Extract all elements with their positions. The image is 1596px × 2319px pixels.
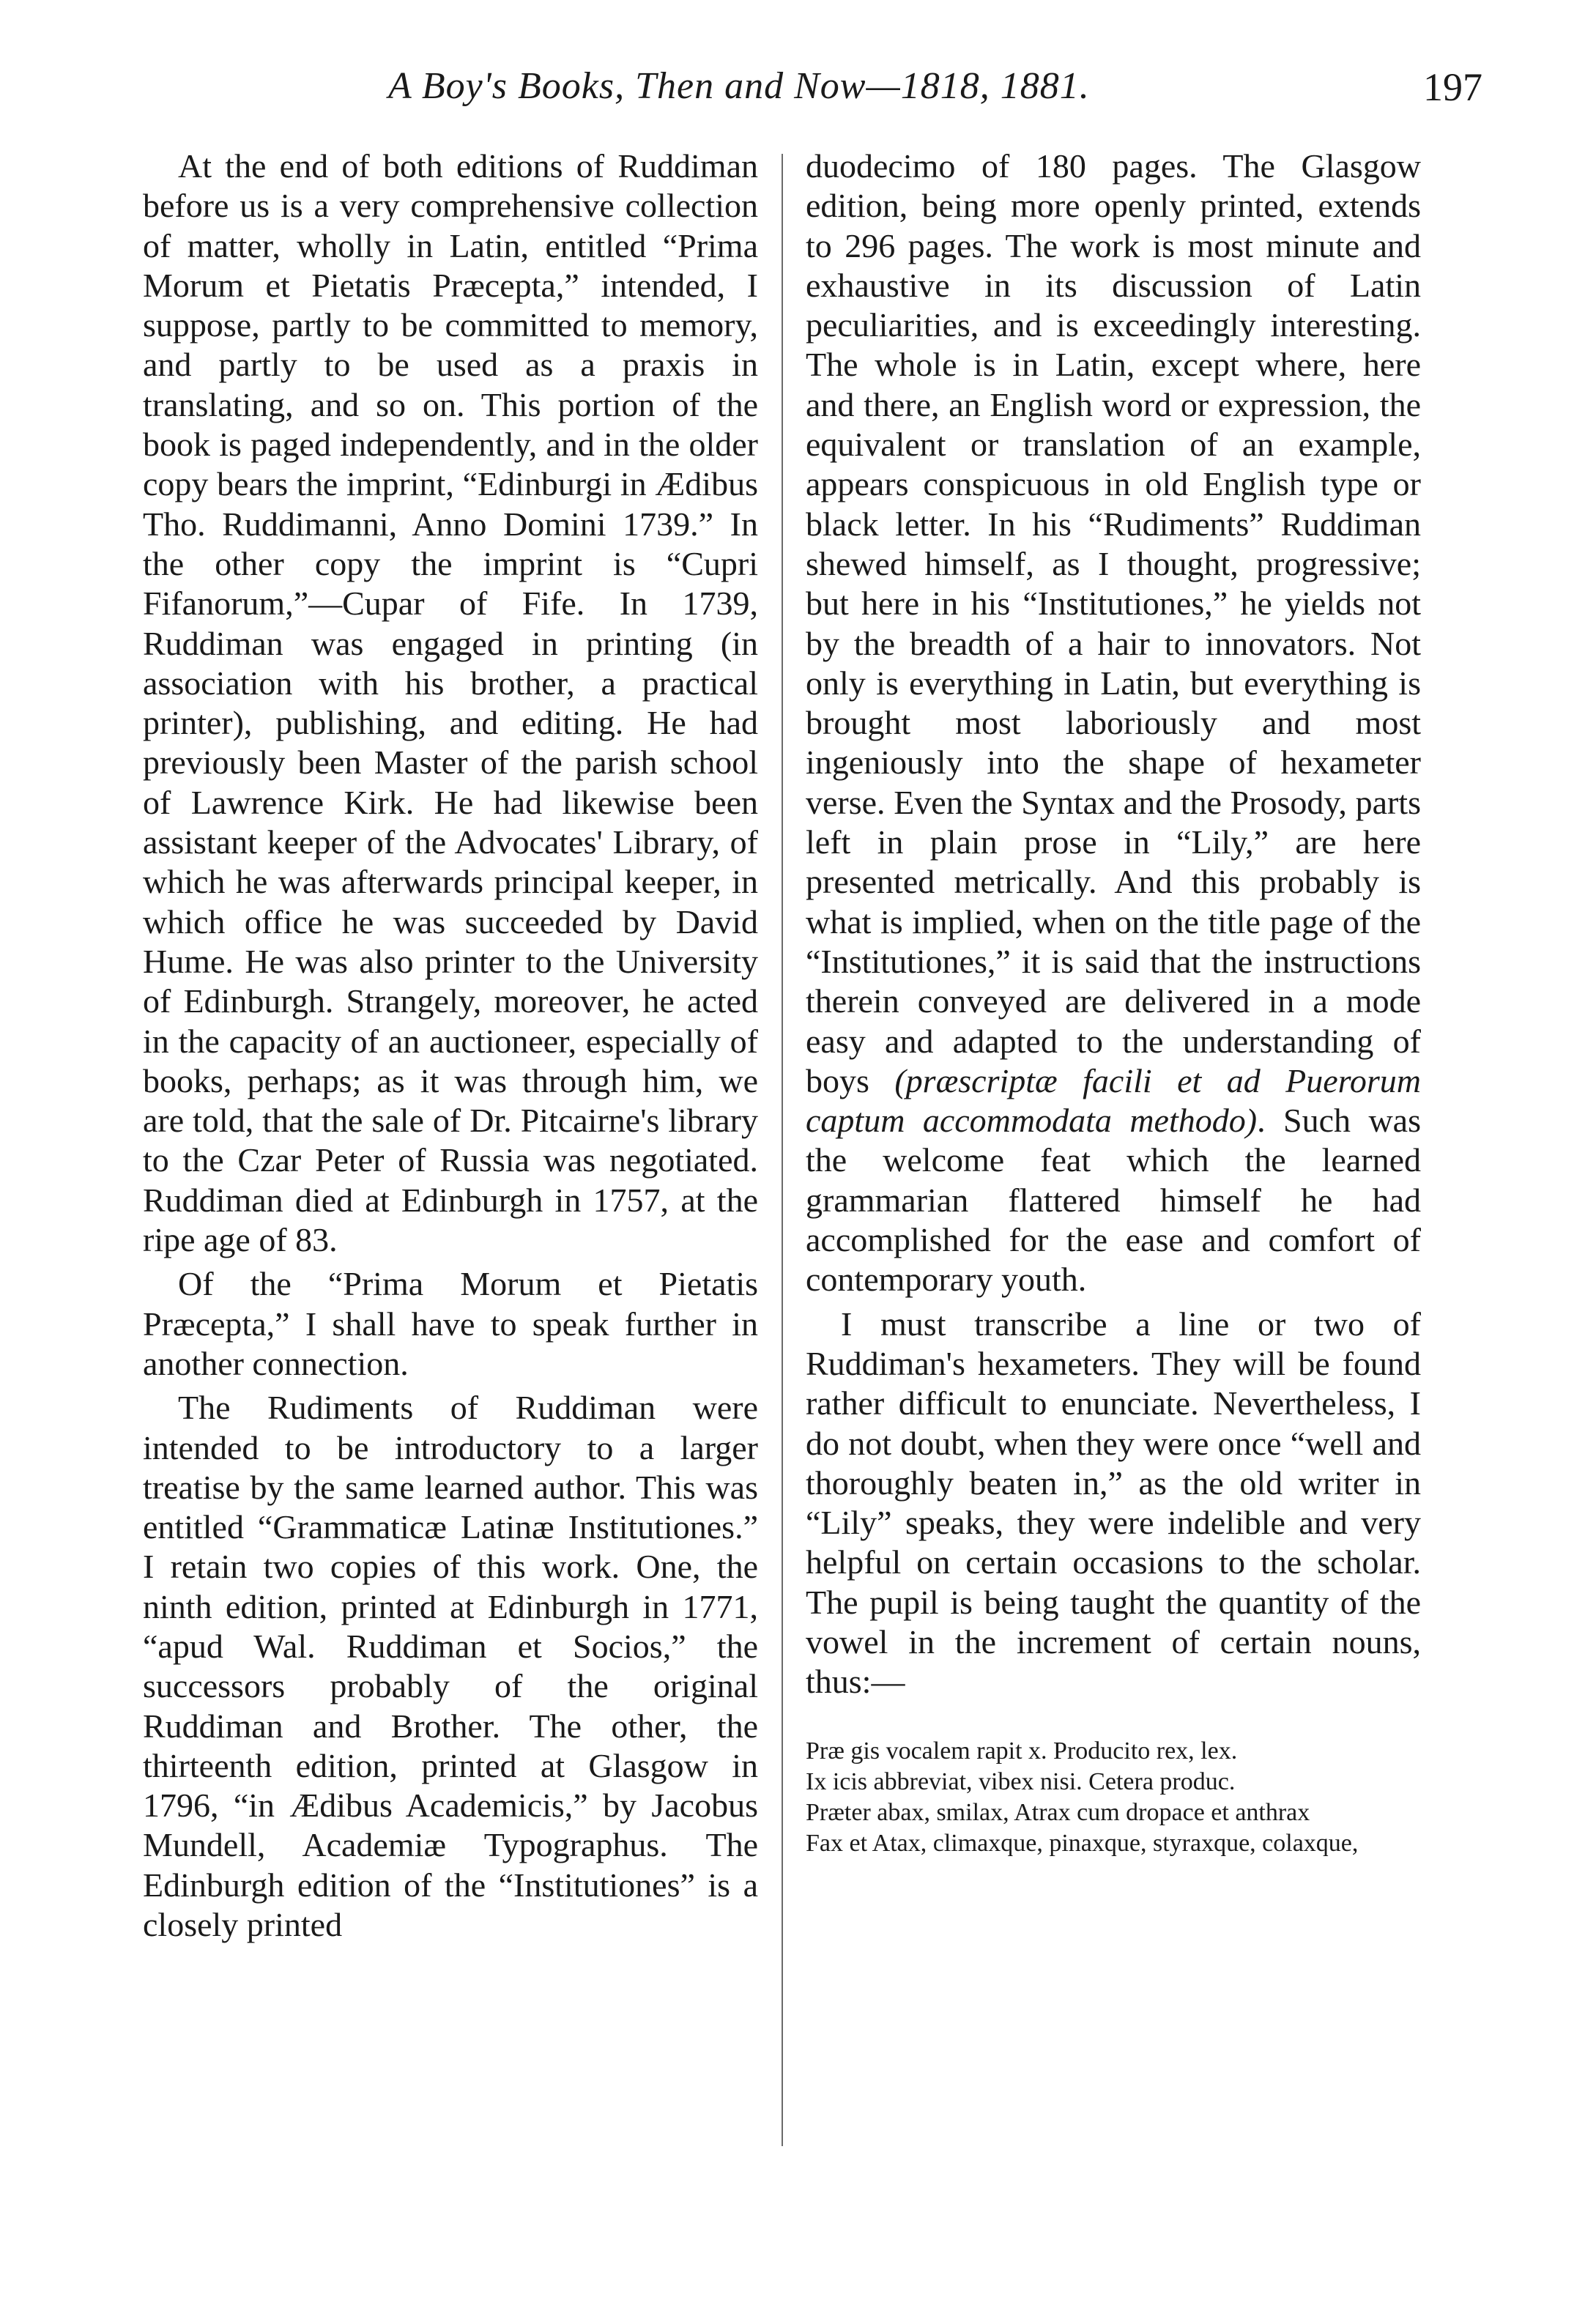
running-title: A Boy's Books, Then and Now—1818, 1881. [388,65,1090,107]
paragraph-hexameters: I must transcribe a line or two of Ruddiman's hexameters. They will be found rather difficult to enunciate. Nevertheless, I do not doubt, when they were once “well and thoroughly beaten in,” as the old writer in “Lily” speaks, they were indelible and very helpful on certain occasions to the scholar. The pupil is being taught the quantity of the vowel in the increment of certain nouns, thus:— [806,1305,1421,1701]
paragraph-duodecimo-text: duodecimo of 180 pages. The Glasgow edition, being more openly printed, extends to 296 pages. The work is most minute and exhaustive in its discussion of Latin peculiarities, and is exceedingly interesting. The whole is in Latin, except where, here and there, an English word or expression, the equivalent or translation of an example, appears conspicuous in old English type or black letter. In his “Rudiments” Ruddiman shewed himself, as I thought, progressive; but here in his “Institutiones,” he yields not by the breadth of a hair to innovators. Not only is everything in Latin, but everything is brought most laboriously and most ingeniously into the shape of hexameter verse. Even the Syntax and the Prosody, parts left in plain prose in “Lily,” are here presented metrically. And this probably is what is implied, when on the title page of the “Institutiones,” it is said that the instructions therein conveyed are delivered in a mode easy and adapted to the understanding of boys [806,147,1421,1099]
paragraph-institutiones: The Rudiments of Ruddiman were intended to be introductory to a larger treatise by the same learned author. This was entitled “Grammaticæ Latinæ Institutiones.” I retain two copies of this work. One, the ninth edition, printed at Edinburgh in 1771, “apud Wal. Ruddiman et Socios,” the successors probably of the original Ruddiman and Brother. The other, the thirteenth edition, printed at Glasgow in 1796, “in Ædibus Academicis,” by Jacobus Mundell, Academiæ Typographus. The Edinburgh edition of the “Institutiones” is a closely printed [143,1389,758,1944]
running-head [146,51,1508,117]
page-number: 197 [1423,65,1482,109]
verse-line: Præ gis vocalem rapit x. Producito rex, lex. [806,1737,1238,1765]
verse-line: Præter abax, smilax, Atrax cum dropace et anthrax [806,1798,1310,1826]
latin-verse-block [806,1736,1421,1859]
left-column [143,146,758,1945]
paragraph-prima-morum: Of the “Prima Morum et Pietatis Præcepta,” I shall have to speak further in another connection. [143,1265,758,1382]
latin-italic-phrase: (præscriptæ facili et ad Puerorum captum accommodata methodo) [806,1061,1421,1140]
verse-line: Ix icis abbreviat, vibex nisi. Cetera produc. [806,1767,1236,1795]
column-divider [782,154,783,2146]
paragraph-duodecimo [806,146,1421,1300]
paragraph-ruddiman-appendix: At the end of both editions of Ruddiman before us is a very comprehensive collection of matter, wholly in Latin, entitled “Prima Morum et Pietatis Præcepta,” intended, I suppose, partly to be committed to memory, and partly to be used as a praxis in translating, and so on. This portion of the book is paged independently, and in the older copy bears the imprint, “Edinburgi in Ædibus Tho. Ruddimanni, Anno Domini 1739.” In the other copy the imprint is “Cupri Fifanorum,”—Cupar of Fife. In 1739, Ruddiman was engaged in printing (in association with his brother, a practical printer), publishing, and editing. He had previously been Master of the parish school of Lawrence Kirk. He had likewise been assistant keeper of the Advocates' Library, of which he was afterwards principal keeper, in which office he was succeeded by David Hume. He was also printer to the University of Edinburgh. Strangely, moreover, he acted in the capacity of an auctioneer, especially of books, perhaps; as it was through him, we are told, that the sale of Dr. Pitcairne's library to the Czar Peter of Russia was negotiated. Ruddiman died at Edinburgh in 1757, at the ripe age of 83. [143,147,758,1259]
paragraph-duodecimo-tail: . Such was the welcome feat which the learned grammarian flattered himself he had accomplished for the ease and comfort of contemporary youth. [806,1102,1421,1299]
verse-line: Fax et Atax, climaxque, pinaxque, styraxque, colaxque, [806,1829,1359,1857]
right-column [806,146,1421,1859]
